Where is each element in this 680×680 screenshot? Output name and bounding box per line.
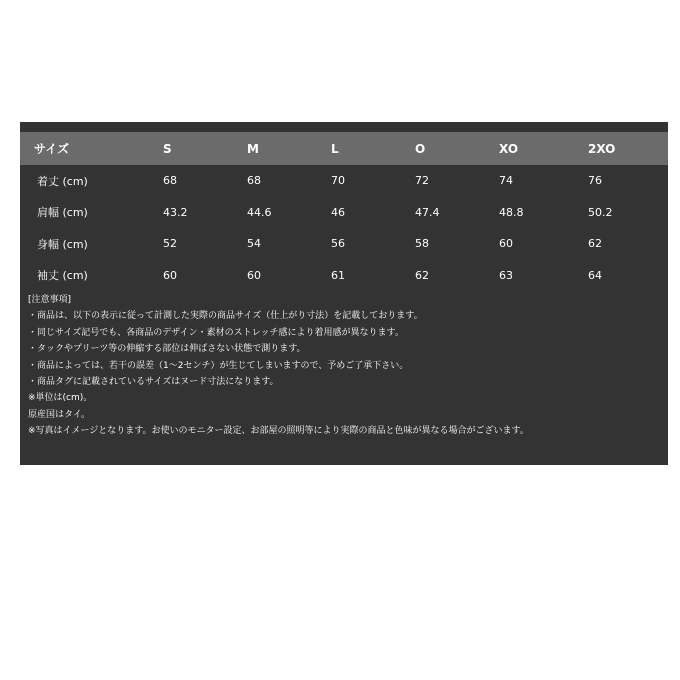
table-cell: 68 bbox=[247, 174, 261, 188]
header-size: サイズ bbox=[34, 142, 70, 156]
table-cell: 48.8 bbox=[499, 205, 524, 219]
table-cell: 61 bbox=[331, 268, 345, 282]
notes-line: ※単位は(cm)。 bbox=[28, 393, 93, 404]
row-label: 着丈 (cm) bbox=[37, 174, 88, 188]
table-cell: 58 bbox=[415, 237, 429, 251]
notes-section bbox=[28, 292, 664, 440]
table-cell: 46 bbox=[331, 205, 345, 219]
header-2xo: 2XO bbox=[588, 141, 616, 156]
table-cell: 62 bbox=[415, 268, 429, 282]
table-cell: 68 bbox=[163, 174, 177, 188]
notes-line: ・商品タグに記載されているサイズはヌード寸法になります。 bbox=[28, 377, 279, 388]
notes-line: 原産国はタイ。 bbox=[28, 409, 91, 420]
header-o: O bbox=[415, 141, 426, 156]
size-table bbox=[20, 132, 668, 291]
size-table-header-row bbox=[20, 132, 668, 165]
table-cell: 50.2 bbox=[588, 205, 613, 219]
table-cell: 72 bbox=[415, 174, 429, 188]
table-cell: 54 bbox=[247, 237, 261, 251]
table-cell: 47.4 bbox=[415, 205, 440, 219]
table-cell: 62 bbox=[588, 237, 602, 251]
size-chart-panel bbox=[20, 122, 668, 465]
notes-line: ・商品は、以下の表示に従って計測した実際の商品サイズ（仕上がり寸法）を記載しております。 bbox=[28, 311, 423, 322]
table-cell: 60 bbox=[163, 268, 177, 282]
notes-line: ・商品によっては、若干の誤差（1〜2センチ）が生じてしまいますので、予めご了承下さい。 bbox=[28, 360, 409, 371]
header-m: M bbox=[247, 141, 259, 156]
header-xo: XO bbox=[499, 141, 519, 156]
table-row bbox=[20, 260, 668, 292]
notes-title: [注意事項] bbox=[28, 295, 72, 305]
table-cell: 60 bbox=[247, 268, 261, 282]
row-label: 肩幅 (cm) bbox=[37, 206, 88, 220]
table-cell: 56 bbox=[331, 237, 345, 251]
table-cell: 74 bbox=[499, 174, 513, 188]
notes-line: ・同じサイズ記号でも、各商品のデザイン・素材のストレッチ感により着用感が異なります。 bbox=[28, 327, 404, 338]
table-cell: 64 bbox=[588, 268, 602, 282]
row-label: 袖丈 (cm) bbox=[37, 269, 88, 283]
table-cell: 70 bbox=[331, 174, 345, 188]
notes-line: ※写真はイメージとなります。お使いのモニター設定、お部屋の照明等により実際の商品と色味が異なる場合がございます。 bbox=[28, 426, 529, 437]
row-label: 身幅 (cm) bbox=[37, 237, 88, 251]
header-s: S bbox=[163, 141, 172, 156]
table-cell: 43.2 bbox=[163, 205, 188, 219]
notes-line: ・タックやプリーツ等の伸縮する部位は伸ばさない状態で測ります。 bbox=[28, 344, 306, 355]
table-cell: 52 bbox=[163, 237, 177, 251]
table-cell: 44.6 bbox=[247, 205, 272, 219]
table-row bbox=[20, 197, 668, 229]
table-cell: 63 bbox=[499, 268, 513, 282]
table-row bbox=[20, 165, 668, 197]
table-cell: 76 bbox=[588, 174, 602, 188]
table-cell: 60 bbox=[499, 237, 513, 251]
table-row bbox=[20, 228, 668, 260]
header-l: L bbox=[331, 141, 339, 156]
